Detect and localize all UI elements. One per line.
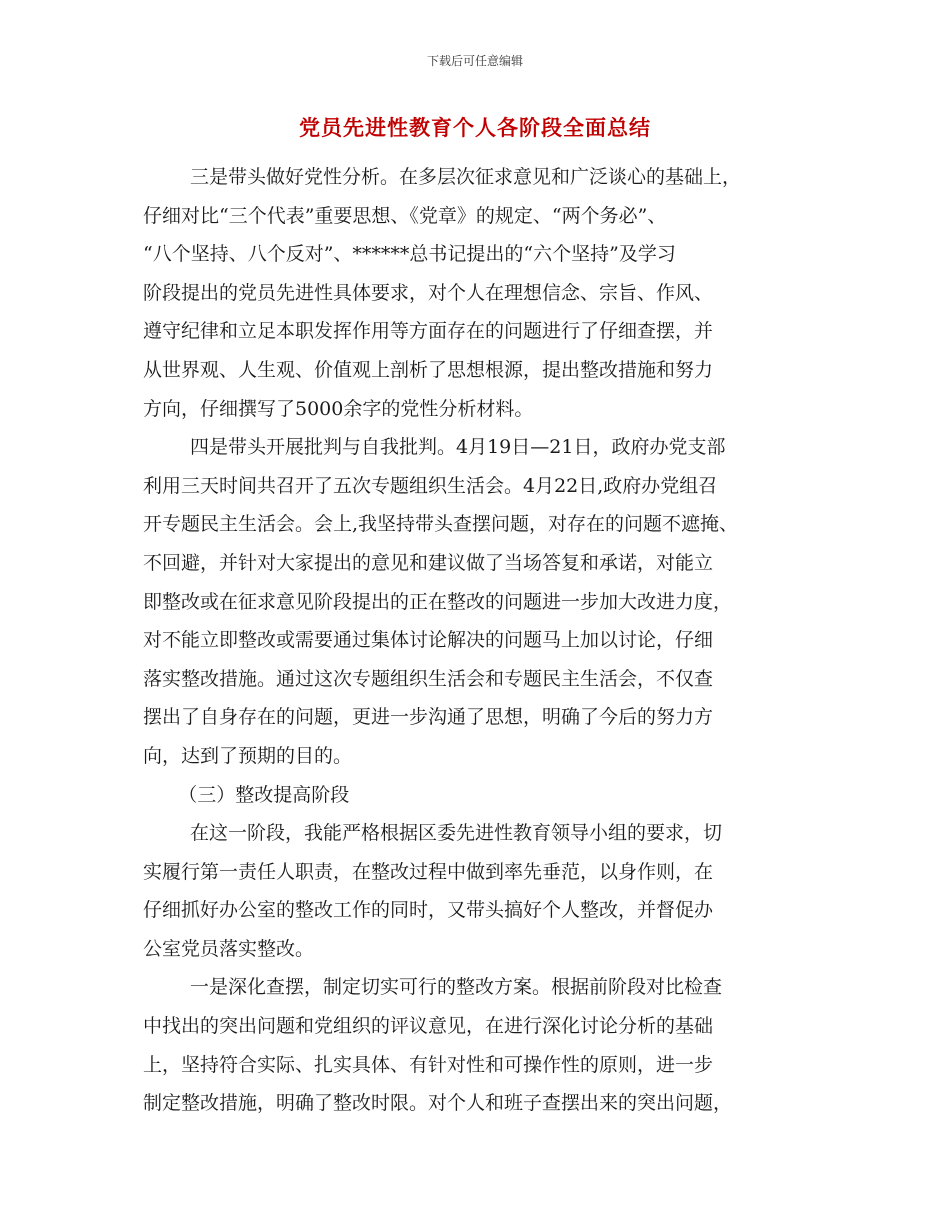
text-line: 仔细抓好办公室的整改工作的同时，又带头搞好个人整改，并督促办	[143, 899, 714, 922]
text-line: 公室党员落实整改。	[143, 937, 315, 960]
text-line: 上，坚持符合实际、扎实具体、有针对性和可操作性的原则，进一步	[143, 1053, 714, 1076]
text-line: （三）整改提高阶段	[178, 783, 350, 806]
text-line: 制定整改措施，明确了整改时限。对个人和班子查摆出来的突出问题，	[143, 1092, 733, 1115]
document-body	[143, 158, 823, 1123]
text-line: 向，达到了预期的目的。	[143, 744, 353, 767]
document-title: 党员先进性教育个人各阶段全面总结	[299, 116, 651, 140]
text-line: 利用三天时间共召开了五次专题组织生活会。4月22日,政府办党组召	[143, 474, 718, 497]
text-line: 三是带头做好党性分析。在多层次征求意见和广泛谈心的基础上，	[190, 166, 742, 188]
header-note: 下载后可任意编辑	[426, 54, 523, 68]
text-line: 摆出了自身存在的问题，更进一步沟通了思想，明确了今后的努力方	[143, 706, 714, 729]
text-line: 不回避，并针对大家提出的意见和建议做了当场答复和承诺，对能立	[143, 551, 714, 574]
text-line: 即整改或在征求意见阶段提出的正在整改的问题进一步加大改进力度，	[143, 590, 733, 613]
text-line: 在这一阶段，我能严格根据区委先进性教育领导小组的要求，切	[190, 822, 723, 845]
text-line: 开专题民主生活会。会上,我坚持带头查摆问题，对存在的问题不遮掩、	[143, 513, 739, 536]
text-line: 一是深化查摆，制定切实可行的整改方案。根据前阶段对比检查	[190, 976, 723, 999]
text-line: “八个坚持、八个反对”、******总书记提出的“六个坚持”及学习	[143, 243, 676, 266]
text-line: 对不能立即整改或需要通过集体讨论解决的问题马上加以讨论，仔细	[143, 629, 714, 652]
text-line: 实履行第一责任人职责，在整改过程中做到率先垂范，以身作则，在	[143, 860, 714, 883]
text-line: 四是带头开展批判与自我批判。4月19日—21日，政府办党支部	[190, 436, 726, 459]
text-line: 方向，仔细撰写了5000余字的党性分析材料。	[143, 397, 534, 420]
text-line: 从世界观、人生观、价值观上剖析了思想根源，提出整改措施和努力	[143, 358, 714, 381]
text-line: 阶段提出的党员先进性具体要求，对个人在理想信念、宗旨、作风、	[143, 281, 714, 304]
text-line: 落实整改措施。通过这次专题组织生活会和专题民主生活会，不仅查	[143, 667, 714, 690]
text-line: 仔细对比“三个代表”重要思想、《党章》的规定、“两个务必”、	[143, 204, 667, 227]
text-line: 中找出的突出问题和党组织的评议意见，在进行深化讨论分析的基础	[143, 1015, 714, 1038]
text-line: 遵守纪律和立足本职发挥作用等方面存在的问题进行了仔细查摆，并	[143, 320, 714, 343]
